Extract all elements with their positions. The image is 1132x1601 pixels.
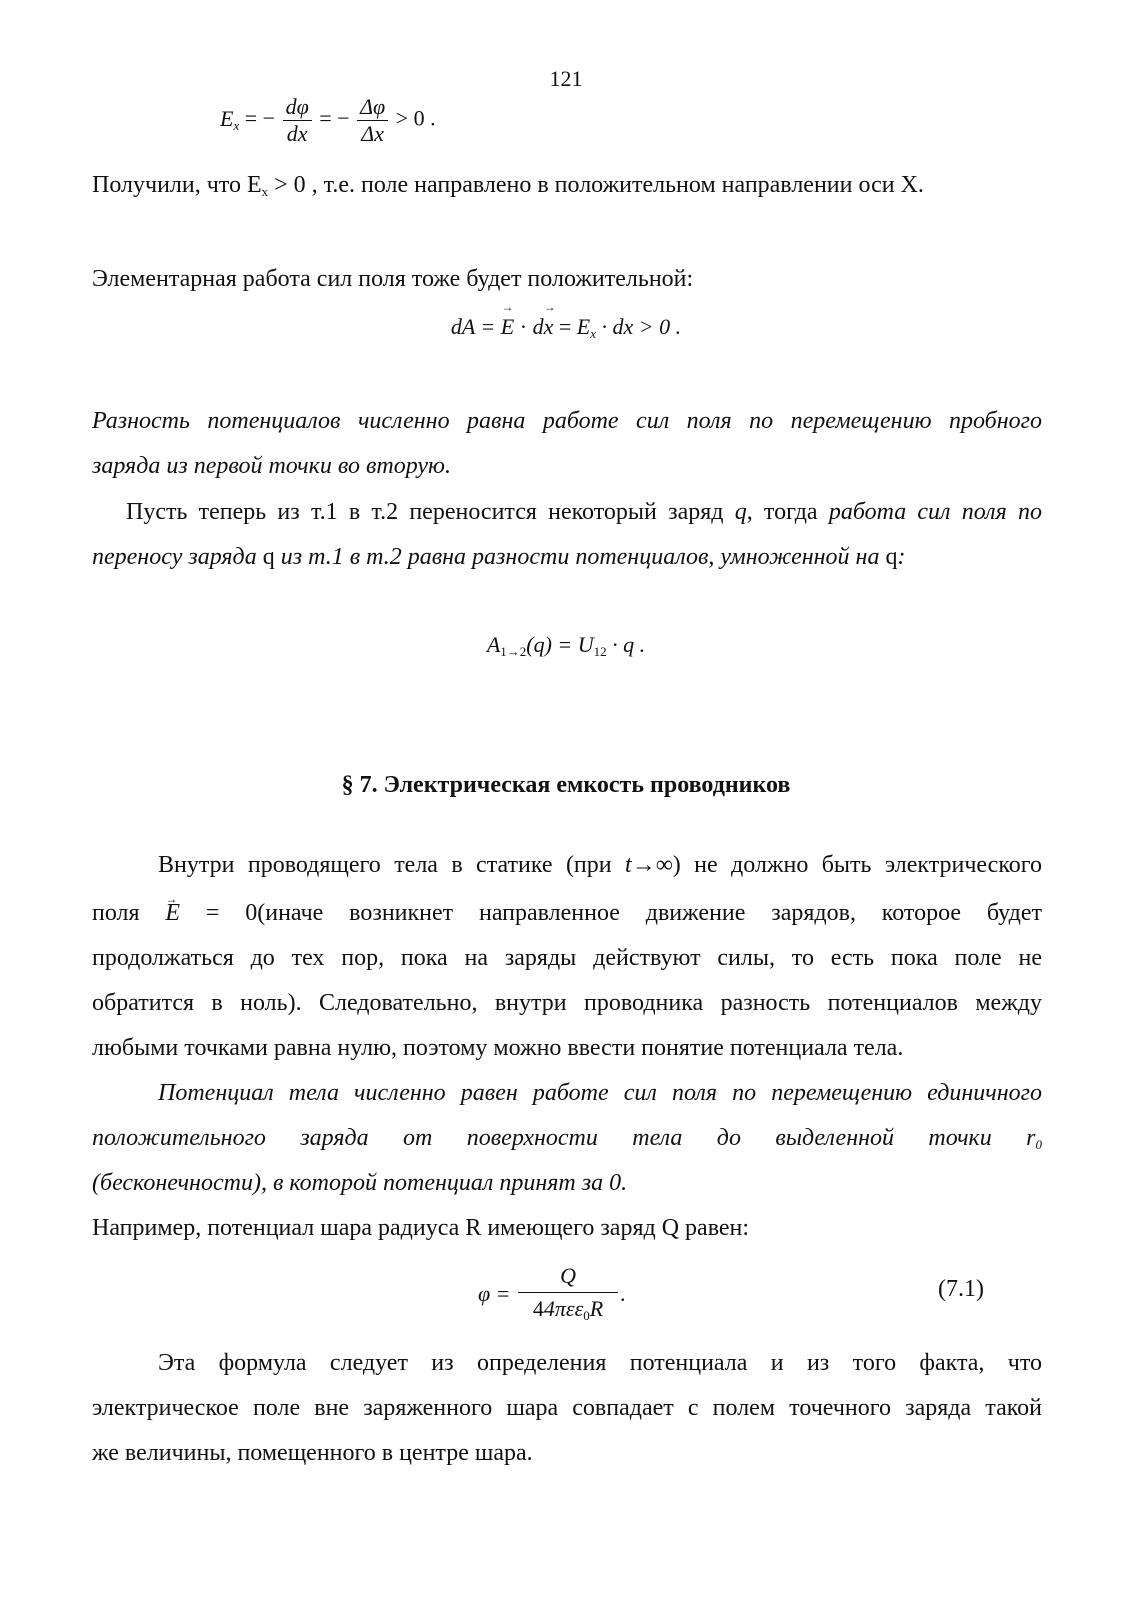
definition-body-potential-line1: Потенциал тела численно равен работе сил поля по перемещению единичного [158,1080,1042,1106]
paragraph-formula-explanation-line3: же величины, помещенного в центре шара. [92,1440,533,1466]
definition-potential-difference-line2: заряда из первой точки во вторую. [92,453,451,479]
eq-tail: > 0 . [390,105,436,131]
section-heading: § 7. Электрическая емкость проводников [341,772,791,798]
fraction-dphi-dx: $\frac{d\varphi}{dx}$ [283,94,312,147]
equation-work: dA = → $E \cdot d\to x = E_x$ · dx > 0 . [0,314,1132,342]
paragraph-charge-transfer-line1: Пусть теперь из т.1 в т.2 переносится некоторый заряд q, тогда работа сил поля по [126,499,1042,525]
equation-sphere-potential: φ = $\frac{Q}{44\pi\varepsilon\varepsilon_0R}$ . [478,1260,626,1332]
paragraph-conductor-line4: обратится в ноль). Следовательно, внутри проводника разность потенциалов между [92,990,1042,1016]
eq-sign: = − [313,105,350,131]
eq-sign: = − [239,105,276,131]
paragraph-charge-transfer-line2: переносу заряда q из т.1 в т.2 равна разности потенциалов, умноженной на q: [92,544,906,570]
paragraph-sphere-example: Например, потенциал шара радиуса R имеющего заряд Q равен: [92,1215,750,1241]
equation-work-charge: $A_{1\to 2}(q) = U_{12} \cdot q$ . [486,632,646,659]
definition-body-potential-line3: (бесконечности), в которой потенциал принят за 0. [92,1170,628,1196]
eq-lhs: $E_x$ [220,105,240,133]
equation-number: (7.1) [938,1276,984,1302]
paragraph-conductor-line2: поля → E = 0(иначе возникнет направленное движение зарядов, которое будет [92,890,1042,936]
fraction-delta: $\frac{\Delta\varphi}{\Delta x}$ [357,94,388,147]
definition-potential-difference-line1: Разность потенциалов численно равна работе сил поля по перемещению пробного [92,408,1042,434]
paragraph-formula-explanation-line2: электрическое поле вне заряженного шара совпадает с полем точечного заряда такой [92,1395,1042,1421]
paragraph-formula-explanation-line1: Эта формула следует из определения потенциала и из того факта, что [158,1350,1042,1376]
paragraph-conductor-line1: Внутри проводящего тела в статике (при t→∞) не должно быть электрического [158,852,1043,878]
definition-body-potential-line2: положительного заряда от поверхности тела до выделенной точки $r_0$ [92,1125,1042,1152]
paragraph-elementary-work: Элементарная работа сил поля тоже будет положительной: [92,266,694,292]
paragraph-conductor-line5: любыми точками равна нулю, поэтому можно ввести понятие потенциала тела. [92,1035,904,1061]
paragraph-ex-positive: Получили, что $E_x > 0$ , т.е. поле направлено в положительном направлении оси X. [92,172,924,199]
paragraph-conductor-line3: продолжаться до тех пор, пока на заряды действуют силы, то есть пока поле не [92,945,1042,971]
equation-field-gradient [220,94,436,147]
fraction-sphere: $\frac{Q}{44\pi\varepsilon\varepsilon_0R}$ [518,1260,618,1332]
page-number: 121 [549,66,583,91]
